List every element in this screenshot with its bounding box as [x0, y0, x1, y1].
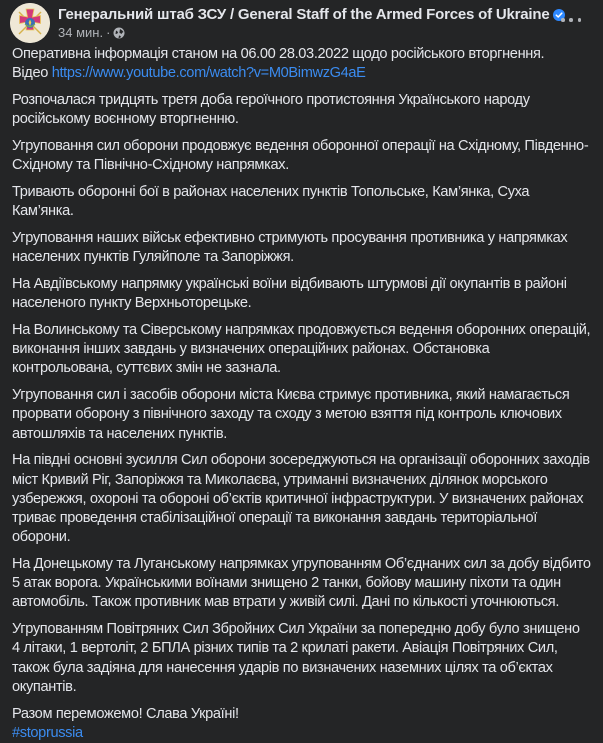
post-timestamp[interactable]: 34 мин. — [58, 25, 104, 40]
post-options-button[interactable] — [561, 13, 581, 27]
separator-dot: · — [106, 25, 111, 40]
post-subinfo — [58, 25, 565, 41]
globe-icon[interactable] — [113, 27, 125, 39]
post-closing — [12, 705, 591, 743]
video-label: Відео — [12, 65, 48, 82]
more-horizontal-icon-dot — [561, 18, 565, 22]
post-paragraph: Тривають оборонні бої в районах населених пунктів Топольське, Кам’янка, Суха Кам’янка. — [12, 184, 530, 220]
page-name-link[interactable]: Генеральний штаб ЗСУ / General Staff of the Armed Forces of Ukraine — [58, 6, 550, 23]
page-name-row — [58, 6, 565, 24]
video-link[interactable]: https://www.youtube.com/watch?v=M0BimwzG4aE — [51, 65, 366, 82]
post-paragraph: На півдні основні зусилля Сил оборони зосереджуються на організації оборонних заходів міст Кривий Ріг, Запоріжжя та Миколаєва, утриманні визначених ділянок морського узбережжя, охороні та обороні об’єктів критичної інфраструктури. У визначених районах триває проведення стабілізаційної операції та виконання завдань територіальної оборони. — [12, 452, 590, 546]
post-intro — [12, 45, 591, 83]
post-paragraph: Угрупованням Повітряних Сил Збройних Сил України за попередню добу було знищено 4 літаки, 1 вертоліт, 2 БПЛА різних типів та 2 крилаті ракети. Авіація Повітряних Сил, також була задіяна для нанесення ударів по визначених наземних цілях та об’єктах окупантів. — [12, 621, 580, 695]
post-paragraph: На Авдіївському напрямку українські воїни відбивають штурмові дії окупантів в районі населеного пункту Верхньоторецьке. — [12, 276, 567, 312]
post-paragraph: На Волинському та Сіверському напрямках продовжується ведення оборонних операцій, виконання інших завдань у визначених операційних районах. Обстановка контрольована, суттєвих змін не зазнала. — [12, 322, 591, 377]
post-paragraph: Розпочалася тридцять третя доба героїчного протистояння Українського народу російському воєнному вторгненню. — [12, 92, 530, 128]
post-header — [0, 0, 603, 44]
post-paragraph: Угруповання сил і засобів оборони міста Києва стримує противника, який намагається прорвати оборону з північного заходу та сходу з метою взяття під контроль ключових автошляхів та населених пунктів. — [12, 387, 570, 442]
more-horizontal-icon-dot — [578, 18, 582, 22]
hashtag-link[interactable]: #stoprussia — [12, 724, 83, 741]
post-paragraph: Угруповання наших військ ефективно стримують просування противника у напрямках населених пунктів Гуляйполе та Запоріжжя. — [12, 230, 568, 266]
post-paragraph: На Донецькому та Луганському напрямках угрупованням Об’єднаних сил за добу відбито 5 атак ворога. Українськими воїнами знищено 2 танки, бойову машину піхоти та один автомобіль. Також противник мав втрати у живій силі. Дані по кількості уточнюються. — [12, 556, 591, 611]
armed-forces-emblem-icon — [10, 3, 50, 43]
closing-text: Разом переможемо! Слава Україні! — [12, 705, 239, 722]
page-avatar[interactable] — [10, 3, 50, 43]
post-meta — [58, 3, 565, 41]
more-horizontal-icon-dot — [569, 18, 573, 22]
intro-text: Оперативна інформація станом на 06.00 28.03.2022 щодо російського вторгнення. — [12, 46, 545, 62]
post-paragraph: Угруповання сил оборони продовжує ведення оборонної операції на Східному, Південно-Східному та Північно-Східному напрямках. — [12, 138, 589, 174]
post-body — [0, 44, 603, 743]
